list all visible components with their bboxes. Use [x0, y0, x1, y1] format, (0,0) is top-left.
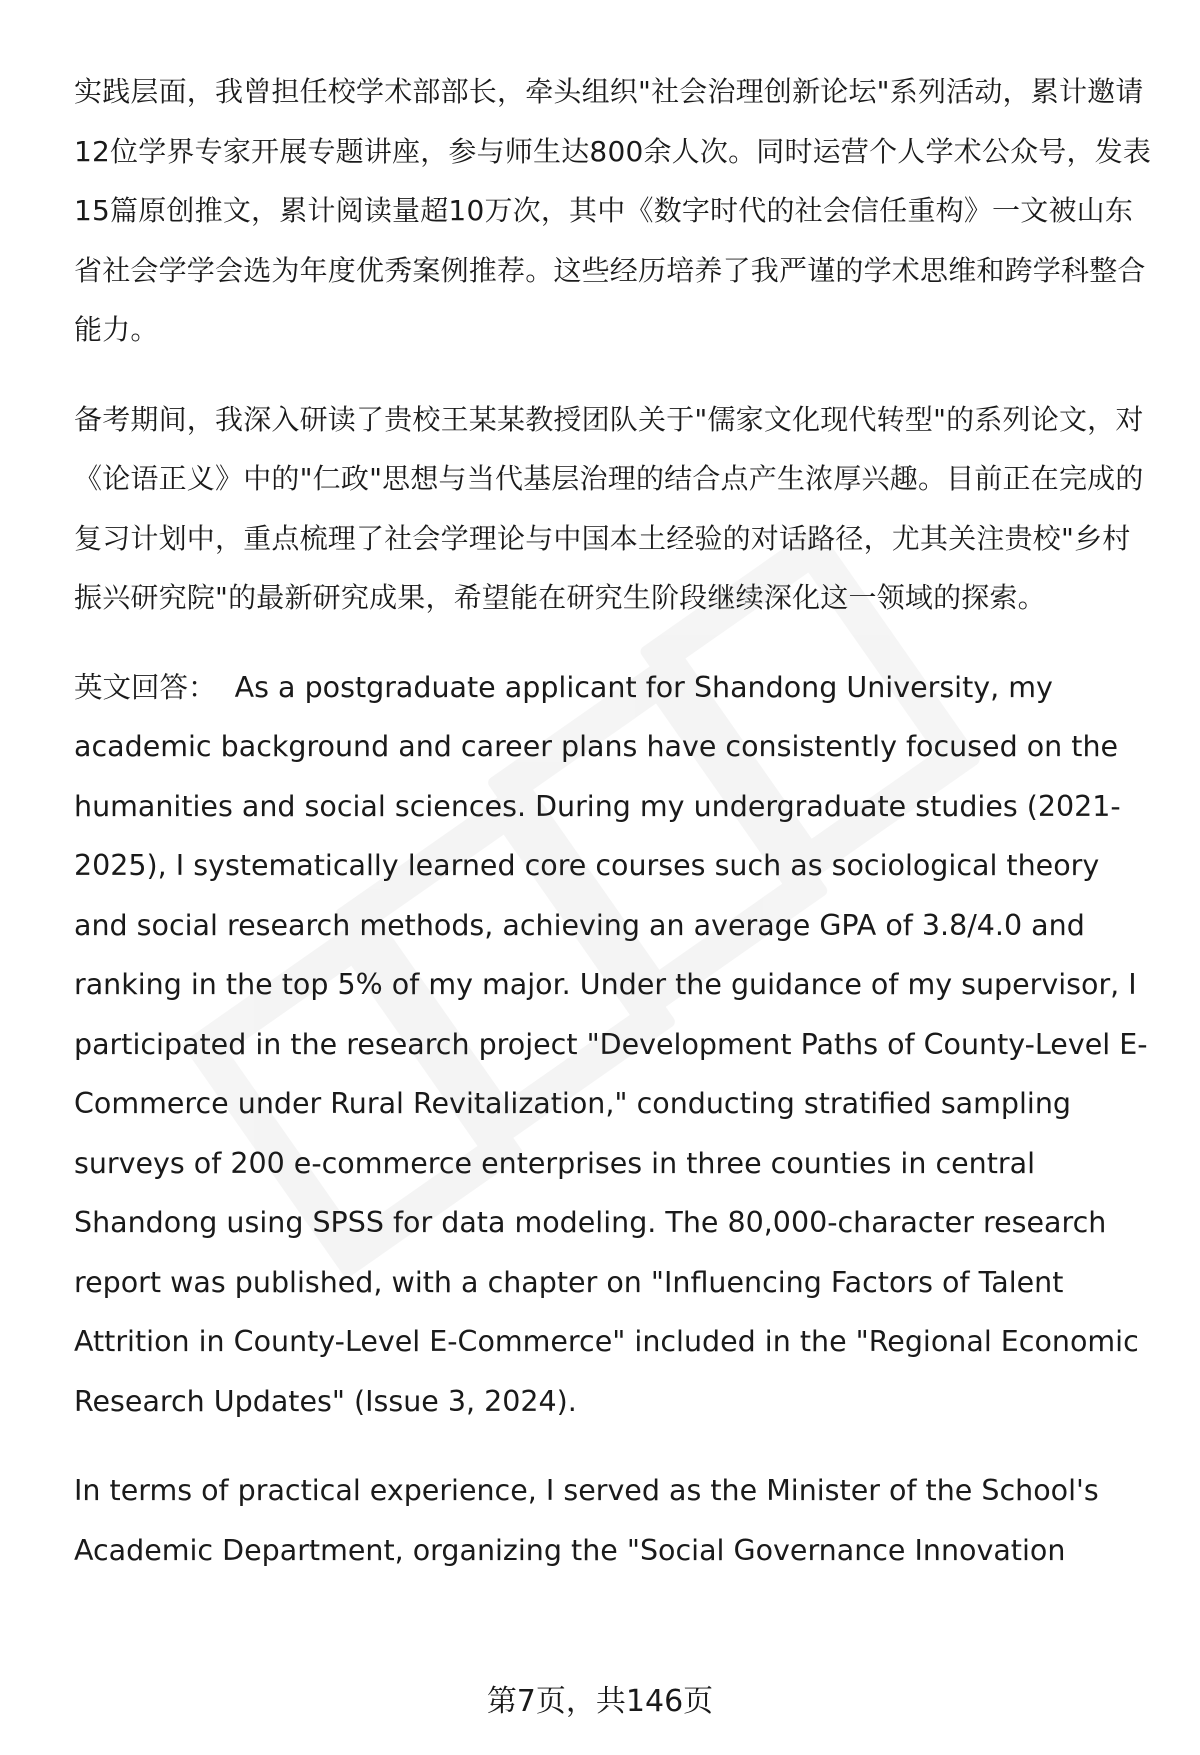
document-body [74, 62, 1154, 1610]
paragraph-practical-en: In terms of practical experience, I served as the Minister of the School's Academic Department, organizing the "Social Governance Innovation [74, 1474, 1099, 1567]
paragraph-exam-prep-zh: 备考期间，我深入研读了贵校王某某教授团队关于"儒家文化现代转型"的系列论文，对《论语正义》中的"仁政"思想与当代基层治理的结合点产生浓厚兴趣。目前正在完成的复习计划中，重点梳理了社会学理论与中国本土经验的对话路径，尤其关注贵校"乡村振兴研究院"的最新研究成果，希望能在研究生阶段继续深化这一领域的探索。 [74, 402, 1144, 614]
paragraph-english-answer [74, 658, 1154, 1432]
paragraph-practical-zh: 实践层面，我曾担任校学术部部长，牵头组织"社会治理创新论坛"系列活动，累计邀请12位学界专家开展专题讲座，参与师生达800余人次。同时运营个人学术公众号，发表15篇原创推文，累计阅读量超10万次，其中《数字时代的社会信任重构》一文被山东省社会学学会选为年度优秀案例推荐。这些经历培养了我严谨的学术思维和跨学科整合能力。 [74, 75, 1152, 346]
page-number-footer: 第7页，共146页 [486, 1684, 714, 1719]
english-answer-label: 英文回答： [74, 670, 217, 704]
english-answer-text: As a postgraduate applicant for Shandong University, my academic background and career plans have consistently focused on the humanities and social sciences. During my undergraduate studies (2021-2025), I systematically learned core courses such as sociological theory and social research methods, achieving an average GPA of 3.8/4.0 and ranking in the top 5% of my major. Under the guidance of my supervisor, I participated in the research project "Development Paths of County-Level E-Commerce under Rural Revitalization," conducting stratified sampling surveys of 200 e-commerce enterprises in three counties in central Shandong using SPSS for data modeling. The 80,000-character research report was published, with a chapter on "Influencing Factors of Talent Attrition in County-Level E-Commerce" included in the "Regional Economic Research Updates" (Issue 3, 2024). [74, 670, 1148, 1418]
